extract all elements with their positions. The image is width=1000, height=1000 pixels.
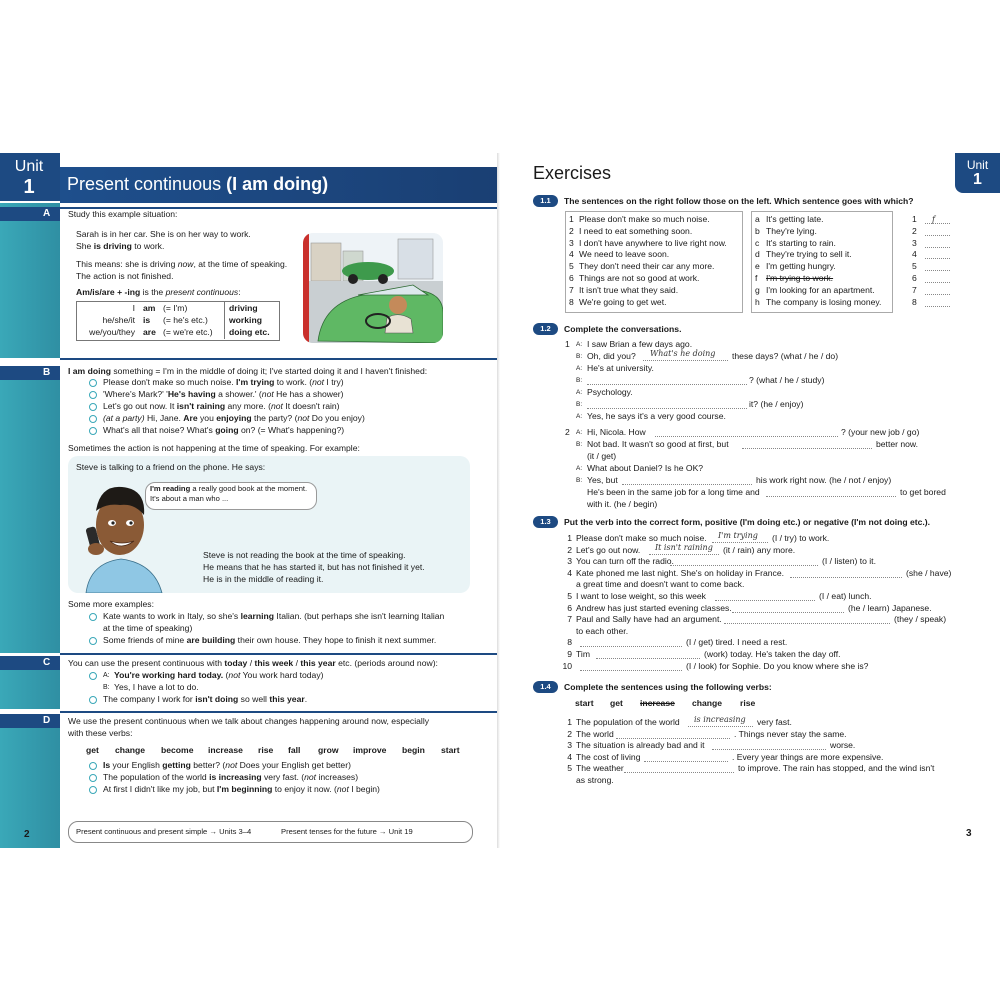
item-hint: very fast. — [757, 717, 792, 727]
unit-tab — [0, 153, 60, 201]
answer-number: 3 — [912, 237, 917, 248]
left-page — [0, 153, 500, 848]
steve-line2: He means that he has started it, but has not finished it yet. — [203, 562, 425, 572]
answer-blank[interactable] — [732, 603, 844, 613]
speaker-label: A: — [576, 429, 583, 436]
exercise-1-1-badge: 1.1 — [533, 195, 558, 207]
sentence-letter: b — [755, 225, 760, 236]
item-number: 4 — [567, 567, 572, 578]
conv-line: Not bad. It wasn't so good at first, but — [587, 439, 729, 449]
section-d-intro2: with these verbs: — [68, 728, 133, 738]
speaker-label: B: — [576, 441, 583, 448]
item-number: 6 — [567, 602, 572, 613]
sentence-number: 6 — [569, 273, 574, 283]
section-a-line2: She is driving to work. — [76, 241, 165, 251]
speaker-label: A: — [576, 365, 583, 372]
answer-blank[interactable] — [622, 475, 752, 485]
verb-get: get — [86, 745, 99, 755]
exercise-1-1-heading: The sentences on the right follow those on the left. Which sentence goes with which? — [564, 196, 914, 206]
right-sentence: It's getting late. — [766, 214, 824, 224]
speaker-label: A: — [576, 341, 583, 348]
verb-improve: improve — [353, 745, 387, 755]
sentence-letter: g — [755, 284, 760, 295]
item-number: 9 — [567, 649, 572, 659]
answer-blank[interactable] — [587, 375, 747, 385]
d-example-2: The population of the world is increasing very fast. (not increases) — [103, 772, 359, 782]
bullet-icon — [89, 762, 97, 770]
conv-line: What about Daniel? Is he OK? — [587, 463, 704, 473]
exercises-title: Exercises — [533, 163, 612, 183]
bubble-line2: It's about a man who ... — [150, 494, 229, 503]
sentence-letter: c — [755, 237, 760, 248]
bullet-icon — [89, 379, 97, 387]
conv-line: I saw Brian a few days ago. — [587, 339, 693, 349]
exercise-1-3-heading: Put the verb into the correct form, positive (I'm doing etc.) or negative (I'm not doing etc.). — [564, 517, 931, 527]
left-sentence: We're going to get wet. — [579, 296, 667, 307]
conv-line: with it. (he / begin) — [587, 499, 658, 509]
answer-blank[interactable] — [596, 649, 700, 659]
answer-blank[interactable] — [670, 556, 818, 566]
item-hint: . Things never stay the same. — [734, 728, 847, 739]
verb-increase: increase — [208, 745, 243, 755]
answer-blank[interactable] — [925, 214, 950, 224]
answer-number: 4 — [912, 249, 917, 260]
verb-begin: begin — [402, 745, 425, 755]
exercise-1-3-badge: 1.3 — [533, 516, 558, 528]
answer-blank[interactable] — [712, 740, 826, 750]
handwritten-answer: It isn't raining — [655, 542, 713, 552]
section-c-intro: You can use the present continuous with today / this week / this year etc. (periods around now): — [68, 658, 438, 668]
sentence-number: 2 — [569, 225, 574, 236]
left-sentence: Please don't make so much noise. — [579, 214, 710, 224]
side-stripe-b — [0, 375, 60, 653]
page-number-left: 2 — [24, 829, 30, 840]
right-sentence: I'm looking for an apartment. — [766, 284, 875, 295]
item-number: 2 — [567, 728, 572, 739]
sentence-number: 8 — [569, 296, 574, 307]
item-text: Tim — [576, 649, 590, 659]
item-hint: (I / look) for Sophie. Do you know where she is? — [686, 660, 869, 671]
c-example-1: You're working hard today. (not You work hard today) — [114, 670, 324, 680]
answer-number: 7 — [912, 284, 917, 295]
table-verb: are — [143, 327, 156, 337]
sentence-number: 1 — [569, 214, 574, 224]
right-sentence: I'm trying to work. — [766, 273, 834, 283]
steve-line3: He is in the middle of reading it. — [203, 574, 324, 584]
more-examples: Some more examples: — [68, 599, 154, 609]
handwritten-answer: I'm trying — [718, 531, 758, 540]
section-d-intro1: We use the present continuous when we talk about changes happening around now, especially — [68, 716, 430, 726]
item-text: Andrew has just started evening classes. — [576, 602, 732, 613]
speaker-a: A: — [103, 672, 110, 679]
table-verb: am — [143, 303, 156, 313]
unit-number: 1 — [23, 176, 35, 198]
table-ing: doing etc. — [229, 327, 270, 337]
section-a-line1: Sarah is in her car. She is on her way to work. — [76, 229, 251, 239]
item-text: I want to lose weight, so this week — [576, 591, 706, 601]
speaker-label: B: — [576, 477, 583, 484]
conv-line: Psychology. — [587, 387, 633, 397]
sometimes-text: Sometimes the action is not happening at the time of speaking. For example: — [68, 443, 360, 453]
b-example-1: Please don't make so much noise. I'm trying to work. (not I try) — [103, 377, 344, 387]
answer-blank[interactable] — [616, 729, 730, 739]
right-page — [500, 153, 1000, 848]
conv-line: (it / get) — [587, 451, 617, 461]
section-a-intro: Study this example situation: — [68, 209, 178, 219]
section-c-tag — [0, 656, 60, 670]
verb-rise: rise — [258, 745, 274, 755]
bullet-icon — [89, 613, 97, 621]
speaker-b: B: — [103, 684, 110, 691]
item-hint: (I / listen) to it. — [822, 556, 876, 567]
answer-number: 5 — [912, 261, 917, 272]
handwritten-answer: What's he doing — [650, 349, 716, 358]
answer-blank[interactable] — [580, 637, 682, 647]
page-title — [67, 174, 328, 195]
side-stripe-a — [0, 203, 60, 358]
item-hint: to improve. The rain has stopped, and the wind isn't — [738, 763, 935, 774]
item-hint: (work) today. He's taken the day off. — [704, 649, 841, 659]
verb-fall: fall — [288, 745, 301, 755]
b-example-5: What's all that noise? What's going on? (= What's happening?) — [103, 425, 345, 435]
answer-blank[interactable] — [925, 226, 950, 236]
d-example-1: Is your English getting better? (not Does your English get better) — [103, 760, 351, 770]
table-contraction: (= we're etc.) — [163, 327, 213, 337]
page-number-right: 3 — [966, 828, 972, 839]
bullet-icon — [89, 696, 97, 704]
sentence-number: 7 — [569, 284, 574, 295]
section-d-tag — [0, 714, 60, 728]
answer-number: 8 — [912, 296, 917, 307]
table-subject: I — [132, 303, 135, 313]
footer-ref-1[interactable]: Present continuous and present simple → Units 3–4 — [76, 827, 252, 836]
answer-blank[interactable] — [925, 297, 950, 307]
speaker-label: A: — [576, 465, 583, 472]
item-hint: . Every year things are more expensive. — [732, 751, 884, 762]
sentence-number: 3 — [569, 237, 574, 248]
section-a-letter: A — [43, 208, 51, 219]
item-text: The cost of living — [576, 751, 641, 762]
bullet-icon — [89, 391, 97, 399]
book-spread — [0, 153, 1000, 848]
more-example-1b: at the time of speaking) — [103, 623, 193, 633]
speaker-label: A: — [576, 389, 583, 396]
b-example-4: (at a party) Hi, Jane. Are you enjoying the party? (not Do you enjoy) — [103, 413, 365, 423]
car-illustration — [303, 233, 443, 343]
answer-blank[interactable] — [655, 427, 838, 437]
item-number: 5 — [567, 591, 572, 601]
item-number: 3 — [567, 556, 572, 567]
verb-start: start — [441, 745, 460, 755]
exercise-1-2-badge: 1.2 — [533, 323, 558, 335]
unit-word: Unit — [966, 158, 989, 172]
table-verb: is — [143, 315, 151, 325]
title-prefix: Present continuous — [67, 174, 222, 194]
speaker-label: B: — [576, 377, 583, 384]
speaker-label: B: — [576, 401, 583, 408]
left-sentence: We need to leave soon. — [579, 249, 670, 260]
title-form: (I am doing) — [226, 174, 329, 194]
item-number: 1 — [567, 533, 572, 543]
left-sentence: It isn't true what they said. — [579, 284, 679, 295]
bullet-icon — [89, 415, 97, 423]
answer-blank[interactable] — [925, 249, 950, 259]
bullet-icon — [89, 786, 97, 794]
answer-blank[interactable] — [644, 752, 728, 762]
unit-tab-right — [955, 153, 1000, 193]
section-d-divider — [60, 711, 500, 713]
conv-line: He's been in the same job for a long time and — [587, 487, 760, 497]
right-sentence: I'm getting hungry. — [766, 261, 836, 272]
item-hint: (I / eat) lunch. — [819, 591, 872, 601]
answer-number: 6 — [912, 273, 917, 283]
d-example-3: At first I didn't like my job, but I'm beginning to enjoy it now. (not I begin) — [103, 784, 380, 794]
item-text: as strong. — [576, 775, 614, 785]
section-b-intro: I am doing something = I'm in the middle of doing it; I've started doing it and I haven't finished: — [68, 366, 428, 376]
unit-number: 1 — [973, 171, 982, 188]
answer-blank[interactable] — [925, 273, 950, 283]
right-sentence: They're trying to sell it. — [766, 249, 852, 260]
item-hint: worse. — [830, 740, 856, 751]
answer-blank[interactable] — [766, 487, 896, 497]
conv-line: these days? (what / he / do) — [732, 351, 839, 361]
answer-blank[interactable] — [925, 285, 950, 295]
conv-line: better now. — [876, 439, 919, 449]
item-text: Let's go out now. — [576, 544, 641, 555]
steve-intro: Steve is talking to a friend on the phone. He says: — [76, 462, 266, 472]
conv-line: Hi, Nicola. How — [587, 427, 646, 437]
table-contraction: (= I'm) — [163, 303, 188, 313]
bullet-icon — [89, 637, 97, 645]
form-table-divider — [224, 301, 225, 339]
item-number: 2 — [567, 544, 572, 555]
right-sentence: It's starting to rain. — [766, 237, 836, 248]
section-b-tag — [0, 366, 60, 380]
verb-change: change — [115, 745, 146, 755]
table-subject: we/you/they — [89, 327, 135, 337]
speaker-label: B: — [576, 353, 583, 360]
right-sentence: They're lying. — [766, 225, 817, 236]
conv-2-number: 2 — [565, 427, 570, 437]
item-text: Please don't make so much noise. — [576, 533, 707, 543]
item-number: 8 — [567, 637, 572, 648]
answer-1-handwritten: f — [932, 215, 935, 224]
title-bar — [60, 167, 500, 203]
answer-blank[interactable] — [925, 238, 950, 248]
item-number: 5 — [567, 763, 572, 774]
left-sentence: I don't have anywhere to live right now. — [579, 237, 727, 248]
item-text: The situation is already bad and it — [576, 740, 705, 751]
bubble-line1: I'm reading a really good book at the moment. — [150, 484, 308, 493]
conv-line: Yes, but — [587, 475, 618, 485]
right-sentence: The company is losing money. — [766, 296, 882, 307]
b-example-3: Let's go out now. It isn't raining any more. (not It doesn't rain) — [103, 401, 340, 411]
answer-blank[interactable] — [925, 261, 950, 271]
conv-line: Oh, did you? — [587, 351, 636, 361]
speaker-label: A: — [576, 413, 583, 420]
sentence-letter: e — [755, 261, 760, 272]
item-hint: (they / speak) — [894, 614, 947, 625]
table-ing: working — [229, 315, 262, 325]
left-sentence: I need to eat something soon. — [579, 225, 693, 236]
bullet-icon — [89, 427, 97, 435]
conv-line: ? (your new job / go) — [841, 427, 920, 437]
item-text: The world — [576, 728, 614, 739]
verb-option-get: get — [610, 698, 623, 708]
answer-blank[interactable] — [624, 763, 734, 773]
item-number: 3 — [567, 740, 572, 751]
exercise-1-4-heading: Complete the sentences using the following verbs: — [564, 682, 772, 692]
car-drawing — [303, 233, 443, 343]
conv-1-number: 1 — [565, 339, 570, 349]
conv-line: Yes, he says it's a very good course. — [587, 411, 726, 421]
verb-option-start: start — [575, 698, 594, 708]
bullet-icon — [89, 774, 97, 782]
verb-become: become — [161, 745, 194, 755]
left-sentence: Things are not so good at work. — [579, 273, 700, 283]
steve-line1: Steve is not reading the book at the time of speaking. — [203, 550, 406, 560]
conv-line: it? (he / enjoy) — [749, 399, 804, 409]
answer-blank[interactable] — [715, 591, 815, 601]
more-example-1: Kate wants to work in Italy, so she's learning Italian. (but perhaps she isn't learning Italian — [103, 611, 445, 621]
item-text: a great time and doesn't want to come back. — [576, 579, 745, 590]
c-example-3: The company I work for isn't doing so well this year. — [103, 694, 308, 704]
answer-blank[interactable] — [580, 661, 682, 671]
item-text: Kate phoned me last night. She's on holiday in France. — [576, 567, 785, 578]
item-hint: (I / get) tired. I need a rest. — [686, 637, 788, 648]
section-a-line3: This means: she is driving now, at the time of speaking. — [76, 259, 288, 269]
item-text: The weather — [576, 763, 624, 774]
handwritten-answer: is increasing — [694, 715, 746, 724]
sentence-letter: d — [755, 249, 760, 260]
item-number: 7 — [567, 614, 572, 625]
verb-grow: grow — [318, 745, 339, 755]
left-sentence: They don't need their car any more. — [579, 261, 715, 272]
verb-option-rise: rise — [740, 698, 756, 708]
c-example-2: Yes, I have a lot to do. — [114, 682, 199, 692]
item-number: 4 — [567, 751, 572, 762]
verb-option-change: change — [692, 698, 723, 708]
sentence-letter: h — [755, 296, 760, 307]
section-c-letter: C — [43, 657, 51, 668]
answer-number: 1 — [912, 214, 917, 224]
item-hint: (she / have) — [906, 567, 952, 578]
unit-word: Unit — [14, 158, 44, 175]
bullet-icon — [89, 672, 97, 680]
item-text: You can turn off the radio. — [576, 556, 674, 567]
bullet-icon — [89, 403, 97, 411]
item-number: 1 — [567, 717, 572, 727]
answer-blank[interactable] — [724, 614, 890, 624]
conv-line: to get bored — [900, 487, 946, 497]
exercise-1-2-heading: Complete the conversations. — [564, 324, 682, 334]
item-hint: (it / rain) any more. — [723, 544, 796, 555]
section-a-line4: The action is not finished. — [76, 271, 174, 281]
sentence-number: 4 — [569, 249, 574, 260]
form-rule: Am/is/are + -ing is the present continuous: — [76, 287, 241, 297]
side-stripe-d — [0, 727, 60, 848]
footer-ref-2[interactable]: Present tenses for the future → Unit 19 — [281, 827, 413, 836]
answer-number: 2 — [912, 225, 917, 236]
sentence-letter: a — [755, 214, 760, 224]
exercise-1-4-badge: 1.4 — [533, 681, 558, 693]
section-b-divider — [60, 358, 500, 360]
conv-line: ? (what / he / study) — [749, 375, 825, 385]
conv-line: his work right now. (he / not / enjoy) — [756, 475, 892, 485]
section-d-letter: D — [43, 715, 51, 726]
table-contraction: (= he's etc.) — [163, 315, 208, 325]
section-a-tag — [0, 207, 60, 221]
answer-blank[interactable] — [587, 399, 747, 409]
item-hint: (I / try) to work. — [772, 533, 830, 543]
section-c-divider — [60, 653, 500, 655]
answer-blank[interactable] — [790, 568, 902, 578]
item-text: The population of the world — [576, 717, 680, 727]
verb-option-increase: increase — [640, 698, 675, 708]
answer-blank[interactable] — [742, 439, 872, 449]
table-subject: he/she/it — [102, 315, 135, 325]
b-example-2: 'Where's Mark?' 'He's having a shower.' (not He has a shower) — [103, 389, 344, 399]
conv-line: He's at university. — [587, 363, 654, 373]
table-ing: driving — [229, 303, 258, 313]
side-stripe-c — [0, 669, 60, 709]
item-text: to each other. — [576, 625, 629, 636]
item-hint: (he / learn) Japanese. — [848, 602, 932, 613]
sentence-number: 5 — [569, 261, 574, 272]
item-text: Paul and Sally have had an argument. — [576, 614, 722, 625]
section-b-letter: B — [43, 367, 51, 378]
sentence-letter: f — [755, 273, 758, 283]
more-example-2: Some friends of mine are building their own house. They hope to finish it next summer. — [103, 635, 437, 645]
item-number: 10 — [562, 660, 572, 671]
